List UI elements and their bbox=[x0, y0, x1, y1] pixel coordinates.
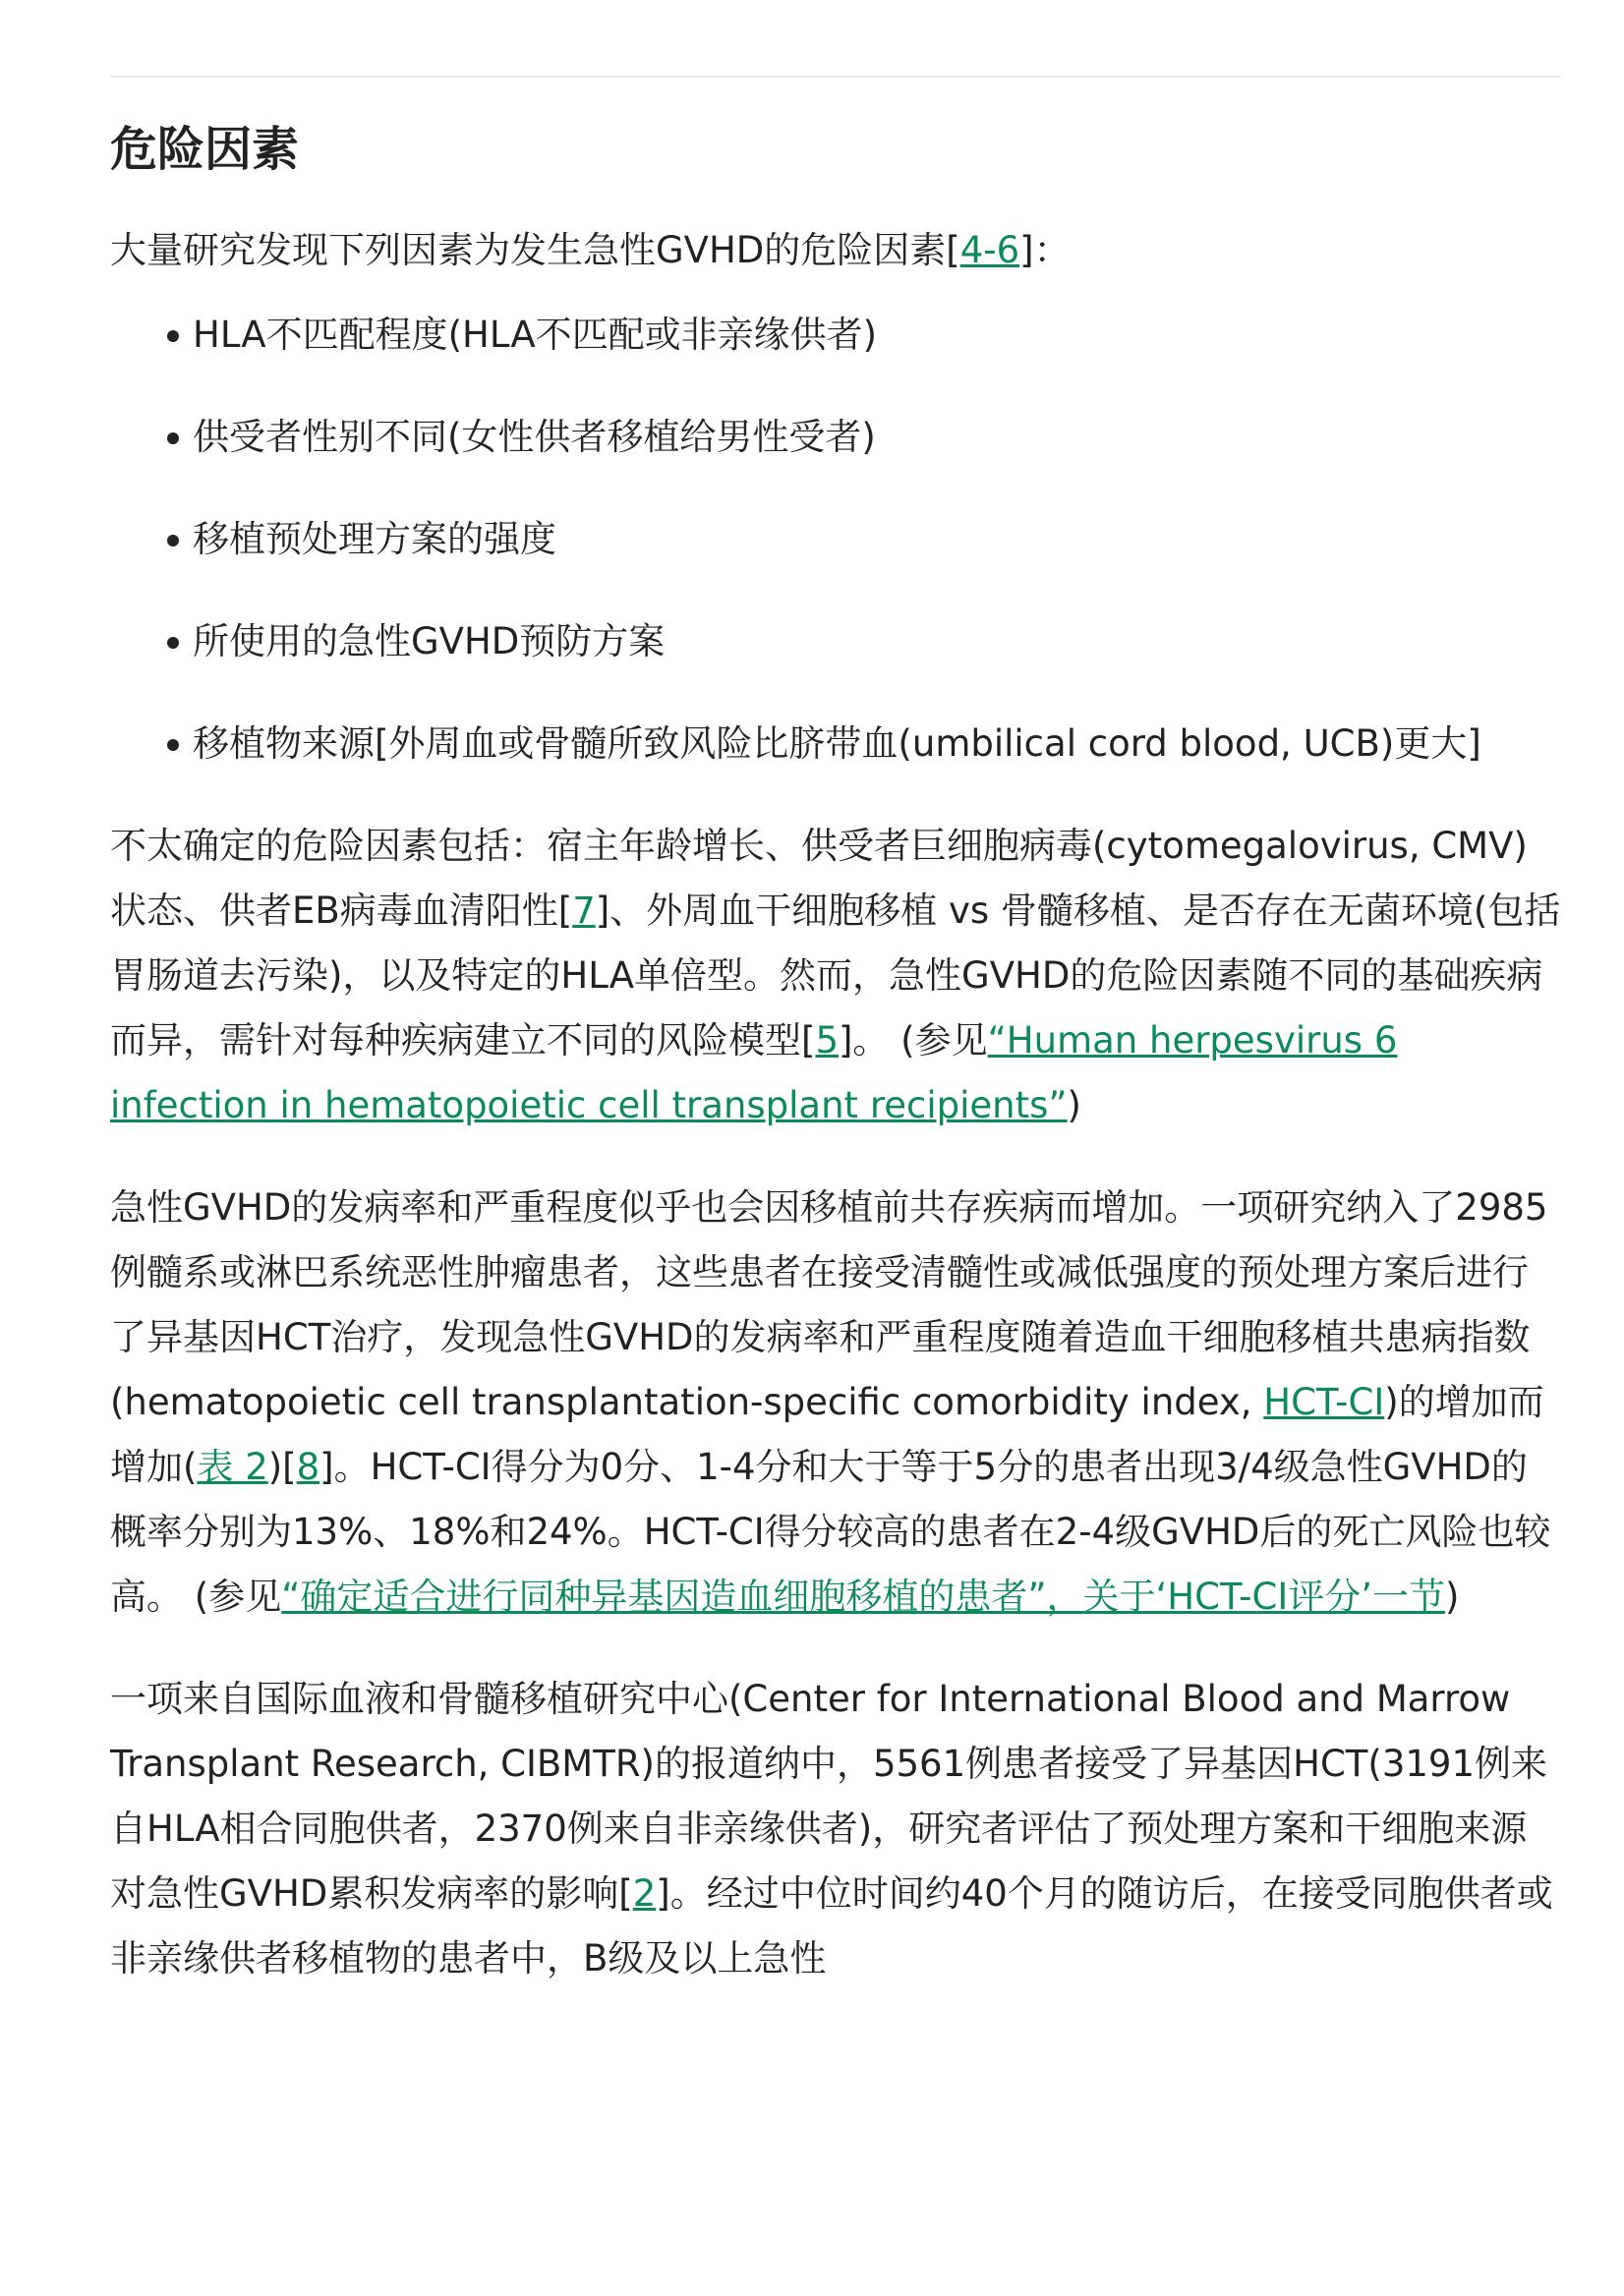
reference-link-2[interactable]: 2 bbox=[632, 1872, 657, 1915]
reference-link-8[interactable]: 8 bbox=[296, 1446, 320, 1488]
ref-bracket-close: ]： bbox=[1019, 229, 1071, 271]
hhv6-topic-link[interactable]: “Human herpesvirus 6 infection in hematopoietic cell transplant recipients” bbox=[110, 1019, 1398, 1126]
hct-ci-topic-link[interactable]: “确定适合进行同种异基因造血细胞移植的患者”，关于‘HCT-CI评分’一节 bbox=[281, 1576, 1446, 1618]
top-divider bbox=[110, 76, 1561, 78]
para3-text-3: )[ bbox=[267, 1446, 297, 1488]
comorbidity-paragraph bbox=[110, 1176, 1561, 1630]
hct-ci-link[interactable]: HCT-CI bbox=[1263, 1381, 1385, 1423]
para2-text-3: ]。 (参见 bbox=[838, 1019, 988, 1062]
para4-text-1: 一项来自国际血液和骨髓移植研究中心(Center for International Blood and Marrow Transplant Research, CIBMTR)的报道纳中，5561例患者接受了异基因HCT(3191例来自HLA相合同胞供者，2370例来自非亲缘供者)，研究者评估了预处理方案和干细胞来源对急性GVHD累积发病率的影响[ bbox=[110, 1678, 1547, 1915]
para3-text-4: ]。HCT-CI得分为0分、1-4分和大于等于5分的患者出现3/4级急性GVHD的概率分别为13%、18%和24%。HCT-CI得分较高的患者在2-4级GVHD后的死亡风险也较高。 (参见 bbox=[110, 1446, 1551, 1618]
section-title: 危险因素 bbox=[110, 122, 300, 177]
para3-text-1: 急性GVHD的发病率和严重程度似乎也会因移植前共存疾病而增加。一项研究纳入了2985例髓系或淋巴系统恶性肿瘤患者，这些患者在接受清髓性或减低强度的预处理方案后进行了异基因HCT治疗，发现急性GVHD的发病率和严重程度随着造血干细胞移植共患病指数(hematopoietic cell transplantation-specific comorbidity index, bbox=[110, 1186, 1548, 1423]
list-item: 移植物来源[外周血或骨髓所致风险比脐带血(umbilical cord blood, UCB)更大] bbox=[110, 712, 1561, 776]
cibmtr-paragraph bbox=[110, 1667, 1561, 1991]
list-item: 所使用的急性GVHD预防方案 bbox=[110, 609, 1561, 674]
ref-bracket-open: [ bbox=[946, 229, 960, 271]
risk-factor-list bbox=[110, 303, 1561, 776]
list-item: 供受者性别不同(女性供者移植给男性受者) bbox=[110, 405, 1561, 470]
para3-text-5: ) bbox=[1445, 1576, 1460, 1618]
intro-text: 大量研究发现下列因素为发生急性GVHD的危险因素 bbox=[110, 229, 947, 271]
article-content bbox=[110, 110, 1561, 1991]
list-item: HLA不匹配程度(HLA不匹配或非亲缘供者) bbox=[110, 303, 1561, 368]
para4-text-2: ]。经过中位时间约40个月的随访后，在接受同胞供者或非亲缘供者移植物的患者中，B级及以上急性 bbox=[110, 1872, 1553, 1980]
para2-text-2: ]、外周血干细胞移植 vs 骨髓移植、是否存在无菌环境(包括胃肠道去污染)，以及特定的HLA单倍型。然而，急性GVHD的危险因素随不同的基础疾病而异，需针对每种疾病建立不同的风险模型[ bbox=[110, 890, 1561, 1062]
list-item: 移植预处理方案的强度 bbox=[110, 507, 1561, 572]
para2-text-4: ) bbox=[1067, 1084, 1081, 1126]
reference-link-7[interactable]: 7 bbox=[572, 890, 596, 932]
intro-paragraph bbox=[110, 218, 1561, 283]
reference-link-5[interactable]: 5 bbox=[815, 1019, 839, 1062]
reference-link-4-6[interactable]: 4-6 bbox=[959, 229, 1020, 271]
para2-text-1: 不太确定的危险因素包括：宿主年龄增长、供受者巨细胞病毒(cytomegalovirus, CMV)状态、供者EB病毒血清阳性[ bbox=[110, 825, 1528, 932]
para3-text-2: )的增加而增加( bbox=[110, 1381, 1544, 1488]
uncertain-risk-paragraph bbox=[110, 814, 1561, 1138]
table-2-link[interactable]: 表 2 bbox=[197, 1446, 268, 1488]
